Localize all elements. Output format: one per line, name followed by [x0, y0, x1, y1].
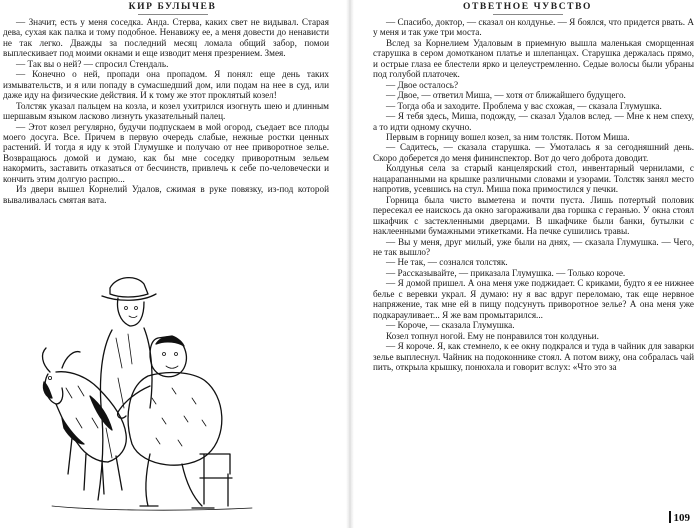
- running-head-title: ОТВЕТНОЕ ЧУВСТВО: [355, 2, 700, 15]
- men-with-goat-drawing-icon: [32, 268, 272, 523]
- paragraph: — Тогда оба и заходите. Проблема у вас схожая, — сказала Глумушка.: [386, 100, 662, 111]
- paragraph: — Садитесь, — сказала старушка. — Умоталась я за сегодняшний день. Скоро доберется до меня фининспектор. Вот до чего доброта доводит.: [373, 142, 694, 163]
- paragraph: Толстяк указал пальцем на козла, и козел ухитрился изогнуть шею и длинным шершавым языком ласково лизнуть указательный палец.: [3, 100, 329, 122]
- left-page: [0, 0, 345, 528]
- right-page: [355, 0, 700, 528]
- paragraph: Колдунья села за старый канцелярский стол, инвентарный чернилами, с нацарапанными на крышке различными словами и узорами. Толстяк занял место напротив, усевшись на стул. Миша пока примостился у печки.: [373, 163, 694, 195]
- paragraph: — Рассказывайте, — приказала Глумушка. — Только короче.: [386, 267, 626, 278]
- paragraph: — Я домой пришел. А она меня уже поджидает. С криками, будто я ее нижнее белье с веревки украл. Я думаю: ну я вас вдруг переломаю, так еще нервное напряжение, так мне ей в пищу подсунуть приворотное зелье? А она меня уже подкарауливает... Я же вам промытарился...: [373, 278, 694, 320]
- book-gutter: [346, 0, 354, 528]
- paragraph: — Не так, — сознался толстяк.: [386, 257, 508, 268]
- paragraph: — Конечно о ней, пропади она пропадом. Я понял: еще день таких измывательств, и я или попаду в сумасшедший дом, или подам на нее в суд, или даже иду на физические действия. И к тому же этот проклятый козел!: [3, 69, 329, 101]
- paragraph: Из двери вышел Корнелий Удалов, сжимая в руке повязку, из-под которой вываливалась смятая вата.: [3, 184, 329, 205]
- paragraph: — Двое осталось?: [386, 79, 459, 90]
- paragraph: Первым в горницу вошел козел, за ним толстяк. Потом Миша.: [386, 131, 630, 142]
- paragraph: — Этот козел регулярно, будучи подпускаем в мой огород, съедает все плоды моего досуга. Все. Причем в первую очередь слабые, нежные ростки ценных растений. И тогда я иду к этой Глумушке и получаю от нее приворотное зелье. Возвращаюсь домой и думаю, как бы мне соседку приворотным зельем накормить, заставить отказаться от бесчинств, привлечь к себе по-человечески и кончить этим долгую распрю...: [3, 121, 329, 184]
- paragraph: — Я короче. Я, как стемнело, к ее окну подкрался и туда в чайник для заварки зелье выплеснул. Чайник на подоконнике стоял. А потом вижу, она собралась чай пить, открыла крышку, понюхала и говорит вслух: «Что это за: [373, 341, 694, 372]
- paragraph: — Двое, — ответил Миша, — хотя от ближайшего будущего.: [386, 90, 626, 101]
- paragraph: — Я тебя здесь, Миша, подожду, — сказал Удалов вслед. — Мне к нем спеху, а то идти одному скучно.: [373, 111, 694, 132]
- right-page-text: [373, 17, 694, 372]
- paragraph: Вслед за Корнелием Удаловым в приемную вышла маленькая сморщенная старушка в сером домотканом платье и шлепанцах. Старушка держалась прямо, и острые глаза ее блестели ярко и целеустремленно. Седые волосы были убраны под голубой платочек.: [373, 37, 694, 80]
- page-number: 109: [669, 511, 691, 524]
- paragraph: Горница была чисто выметена и почти пуста. Лишь потертый половик пересекал ее наискось да окно загораживали два горшка с геранью. У окна стоял шкафчик с застекленными дверцами. В шкафчике были банки, бутылки с наклеенными бумажными этикетками. На печке сушились травы.: [373, 194, 694, 237]
- paragraph: Козел топнул ногой. Ему не понравился тон колдуньи.: [386, 330, 599, 341]
- left-page-text: [3, 17, 329, 205]
- paragraph: — Значит, есть у меня соседка. Анда. Стерва, каких свет не видывал. Старая дева, сухая как палка и тому подобное. Ненавижу ее, а меня довести до ненависти не так легко. Дважды за последний месяц ломала общий забор, помои выплескивает под моими окнами и еще изводит меня презрением. Змея.: [3, 17, 329, 59]
- paragraph: — Спасибо, доктор, — сказал он колдунье. — Я боялся, что придется рвать. А у меня и так уже три моста.: [373, 17, 694, 38]
- paragraph: — Так вы о ней? — спросил Стендаль.: [16, 58, 169, 69]
- paragraph: — Вы у меня, друг милый, уже были на днях, — сказала Глумушка. — Чего, не так вышло?: [373, 236, 694, 257]
- paragraph: — Короче, — сказала Глумушка.: [386, 320, 515, 331]
- running-head-author: КИР БУЛЫЧЕВ: [0, 2, 345, 15]
